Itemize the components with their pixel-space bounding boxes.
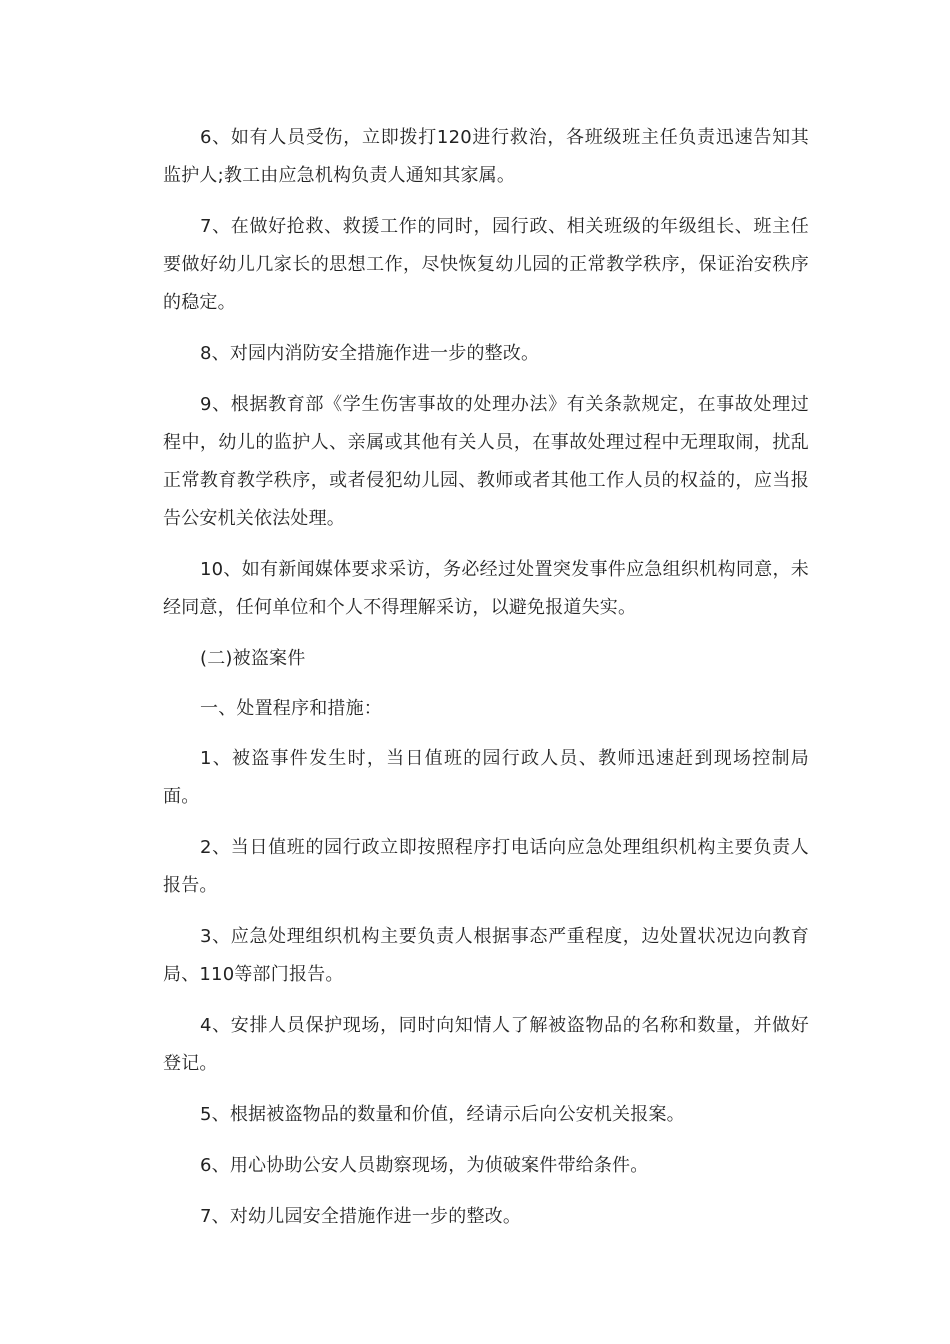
section-heading-theft: (二)被盗案件	[200, 648, 306, 669]
document-body	[163, 119, 809, 1249]
paragraph-9-regulations: 9、根据教育部《学生伤害事故的处理办法》有关条款规定，在事故处理过程中，幼儿的监护人、亲属或其他有关人员，在事故处理过程中无理取闹，扰乱正常教育教学秩序，或者侵犯幼儿园、教师或者其他工作人员的权益的，应当报告公安机关依法处理。	[163, 394, 809, 529]
paragraph-7-rescue: 7、在做好抢救、救援工作的同时，园行政、相关班级的年级组长、班主任要做好幼儿几家长的思想工作，尽快恢复幼儿园的正常教学秩序，保证治安秩序的稳定。	[163, 216, 809, 313]
subsection-heading-procedures: 一、处置程序和措施：	[200, 698, 382, 719]
paragraph-8-fire-safety: 8、对园内消防安全措施作进一步的整改。	[200, 343, 540, 364]
paragraph-theft-4: 4、安排人员保护现场，同时向知情人了解被盗物品的名称和数量，并做好登记。	[163, 1015, 809, 1074]
paragraph-theft-1: 1、被盗事件发生时，当日值班的园行政人员、教师迅速赶到现场控制局面。	[163, 748, 809, 807]
paragraph-theft-7: 7、对幼儿园安全措施作进一步的整改。	[200, 1206, 522, 1227]
paragraph-6-injury: 6、如有人员受伤，立即拨打120进行救治，各班级班主任负责迅速告知其监护人;教工由应急机构负责人通知其家属。	[163, 127, 809, 186]
paragraph-theft-5: 5、根据被盗物品的数量和价值，经请示后向公安机关报案。	[200, 1104, 685, 1125]
paragraph-theft-3: 3、应急处理组织机构主要负责人根据事态严重程度，边处置状况边向教育局、110等部门报告。	[163, 926, 809, 985]
paragraph-theft-2: 2、当日值班的园行政立即按照程序打电话向应急处理组织机构主要负责人报告。	[163, 837, 809, 896]
paragraph-10-media: 10、如有新闻媒体要求采访，务必经过处置突发事件应急组织机构同意，未经同意，任何单位和个人不得理解采访，以避免报道失实。	[163, 559, 809, 618]
paragraph-theft-6: 6、用心协助公安人员勘察现场，为侦破案件带给条件。	[200, 1155, 649, 1176]
